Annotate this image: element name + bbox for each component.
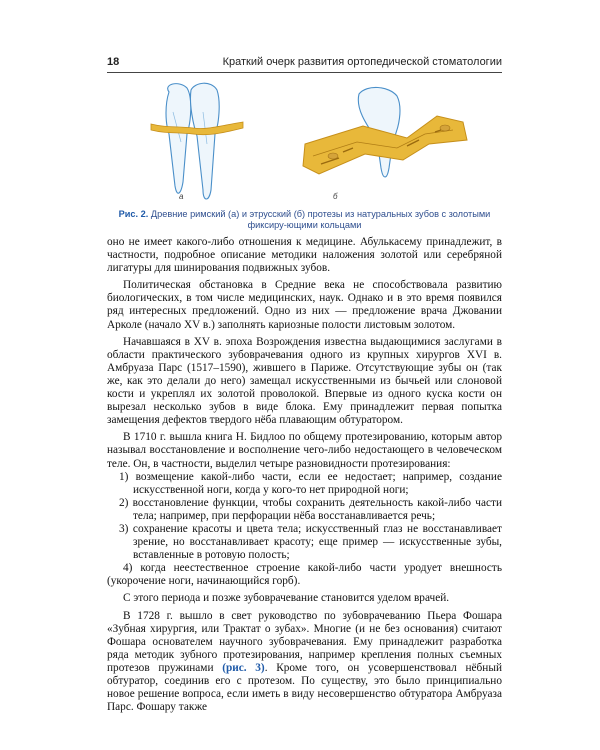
etruscan-prosthesis [303,87,467,177]
paragraph-text: . Кроме того, он усовершенствовал нёбный обтуратор, соединив его с протезом. По существу, это было принципиально новое решение вопроса, если иметь в виду несовершенство обтуратора Амбруаза Парс. Фошару также [107,661,502,714]
list-item: 3) сохранение красоты и цвета тела; искусственный глаз не восстанавливает зрение, но восстанавливает красоту; еще пример — искусственные зубы, вставленные в ротовую полость; [119,522,502,562]
paragraph: 4) когда неестественное строение какой-либо части уродует внешность (укорочение ноги, начинающийся горб). [107,562,502,588]
paragraph: оно не имеет какого-либо отношения к медицине. Абулькасему принадлежит, в частности, подробное описание методики наложения золотой или серебряной лигатуры для шинирования подвижных зубов. [107,236,502,275]
figure-2 [107,82,502,206]
label-a: а [179,192,184,201]
paragraph: С этого периода и позже зубоврачевание становится уделом врачей. [123,592,450,605]
page-number: 18 [107,56,120,68]
teeth-prosthesis-illustration [107,82,502,206]
paragraph: Политическая обстановка в Средние века не способствовала развитию биологических, в том числе медицинских, наук. Однако и в это время появился ряд интересных предложений. Одно из них — предложение врача Джовании Арколе (начало XV в.) заполнять кариозные полости листовым золотом. [107,279,502,331]
figure-3-link[interactable]: (рис. 3) [222,661,265,674]
roman-prosthesis [151,83,243,199]
header-rule [107,72,502,73]
paragraph: Начавшаяся в XV в. эпоха Возрождения известна выдающимися заслугами в области практического зубоврачевания одного из крупных хирургов XVI в. Амбруаза Парс (1517–1590), жившего в Париже. Отсутствующие зубы он (так же, как это делали до него) замещал искусственными из бычьей или слоновой кости и укреплял их золотой проволокой. Впервые из одного куска кости он вырезал несколько зубов в виде блока. Ему принадлежит первая попытка замещения дефектов твердого нёба плавающим обтуратором. [107,335,502,427]
paragraph-text: В 1728 г. вышло в свет руководство по зубоврачеванию Пьера Фошара «Зубная хирургия, или Трактат о зубах». Многие (и не без основания) считают Фошара основателем научного зубоврачевания. Ему принадлежит разработка ряда методик зубного протезирования, например крепления полных съемных протезов пружинами [107,609,502,674]
running-header [107,56,502,72]
figure-caption [107,209,502,231]
list-item: 2) восстановление функции, чтобы сохранить деятельность какой-либо части тела; например, при перфорации нёба восстанавливается речь; [119,496,502,522]
body-text [107,236,502,714]
running-title: Краткий очерк развития ортопедической стоматологии [222,56,502,68]
list-item: 1) возмещение какой-либо части, если ее недостает; например, создание искусственной ноги, когда у кого-то нет природной ноги; [119,470,502,496]
prosthetics-types-list [107,471,502,563]
paragraph [107,610,502,715]
label-b: б [333,192,338,201]
caption-text: Древние римский (а) и этрусский (б) протезы из натуральных зубов с золотыми фиксиру-ющими кольцами [150,209,491,230]
paragraph: В 1710 г. вышла книга Н. Бидлоо по общему протезированию, которым автор называл восстановление и восполнение чего-либо недостающего в человеческом теле. Он, в частности, выделил четыре разновидности протезирования: [107,431,502,470]
caption-label: Рис. 2. [118,209,149,219]
